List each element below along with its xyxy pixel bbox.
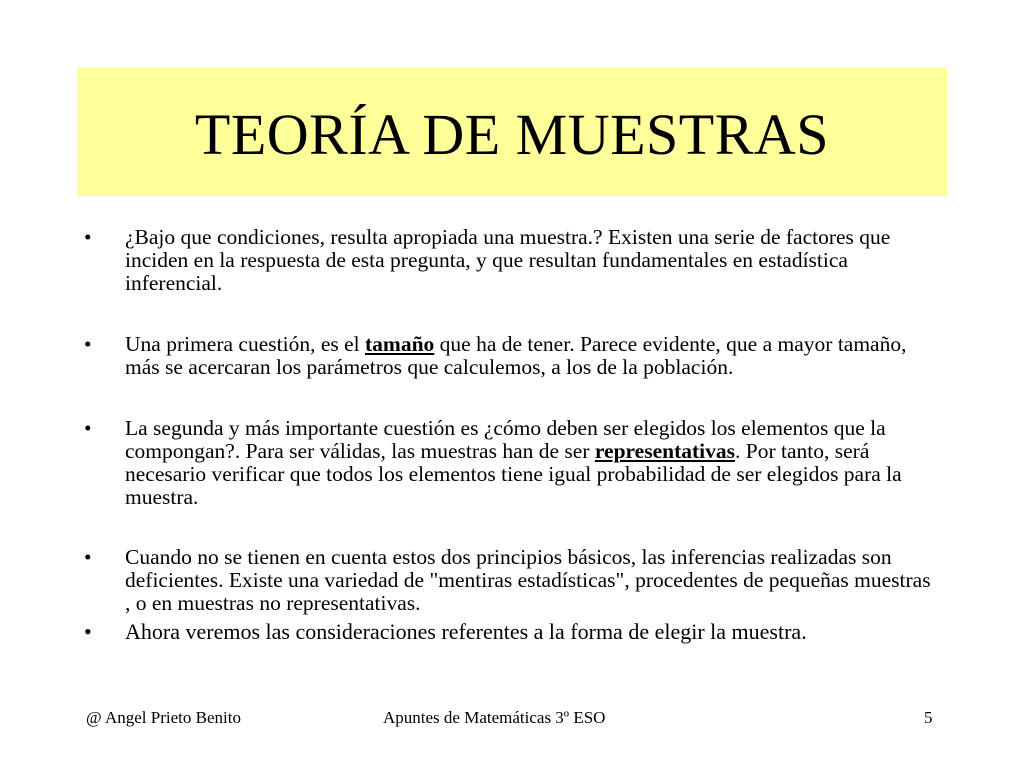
footer-author: @ Angel Prieto Benito bbox=[86, 708, 241, 727]
bullet-icon: • bbox=[84, 416, 92, 440]
emphasis-representativas: representativas bbox=[594, 439, 736, 463]
bullet-text: ¿Bajo que condiciones, resulta apropiada una muestra.? Existen una serie de factores que inciden en la respuesta de esta pregunta, y que resultan fundamentales en estadística inferencial. bbox=[125, 225, 891, 295]
bullet-item bbox=[84, 333, 934, 379]
footer-page-number: 5 bbox=[924, 708, 933, 727]
bullet-text-before: Una primera cuestión, es el bbox=[125, 332, 365, 356]
bullet-icon: • bbox=[84, 225, 92, 249]
bullet-list bbox=[84, 226, 934, 643]
bullet-item bbox=[84, 417, 934, 509]
bullet-icon: • bbox=[84, 619, 92, 644]
bullet-item bbox=[84, 226, 934, 295]
title-banner bbox=[77, 68, 947, 196]
bullet-text-before: La segunda y más importante cuestión es ¿cómo deben ser elegidos los elementos que la compongan?. Para ser válidas, las muestras han de ser bbox=[125, 416, 886, 463]
bullet-text-after: . Por tanto, será necesario verificar que todos los elementos tiene igual probabilidad de ser elegidos para la muestra. bbox=[125, 439, 902, 509]
slide-title: TEORÍA DE MUESTRAS bbox=[194, 102, 830, 167]
bullet-text: Ahora veremos las consideraciones referentes a la forma de elegir la muestra. bbox=[125, 619, 807, 644]
bullet-text: Cuando no se tienen en cuenta estos dos principios básicos, las inferencias realizadas son deficientes. Existe una variedad de "mentiras estadísticas", procedentes de pequeñas muestras , o en muestras no representativas. bbox=[125, 545, 931, 615]
bullet-item bbox=[84, 620, 934, 643]
bullet-icon: • bbox=[84, 332, 92, 356]
bullet-text-after: que ha de tener. Parece evidente, que a mayor tamaño, más se acercaran los parámetros que calculemos, a los de la población. bbox=[125, 332, 907, 379]
emphasis-tamano: tamaño bbox=[365, 332, 435, 356]
footer-course: Apuntes de Matemáticas 3º ESO bbox=[383, 708, 606, 727]
bullet-icon: • bbox=[84, 545, 92, 569]
bullet-item bbox=[84, 546, 934, 615]
